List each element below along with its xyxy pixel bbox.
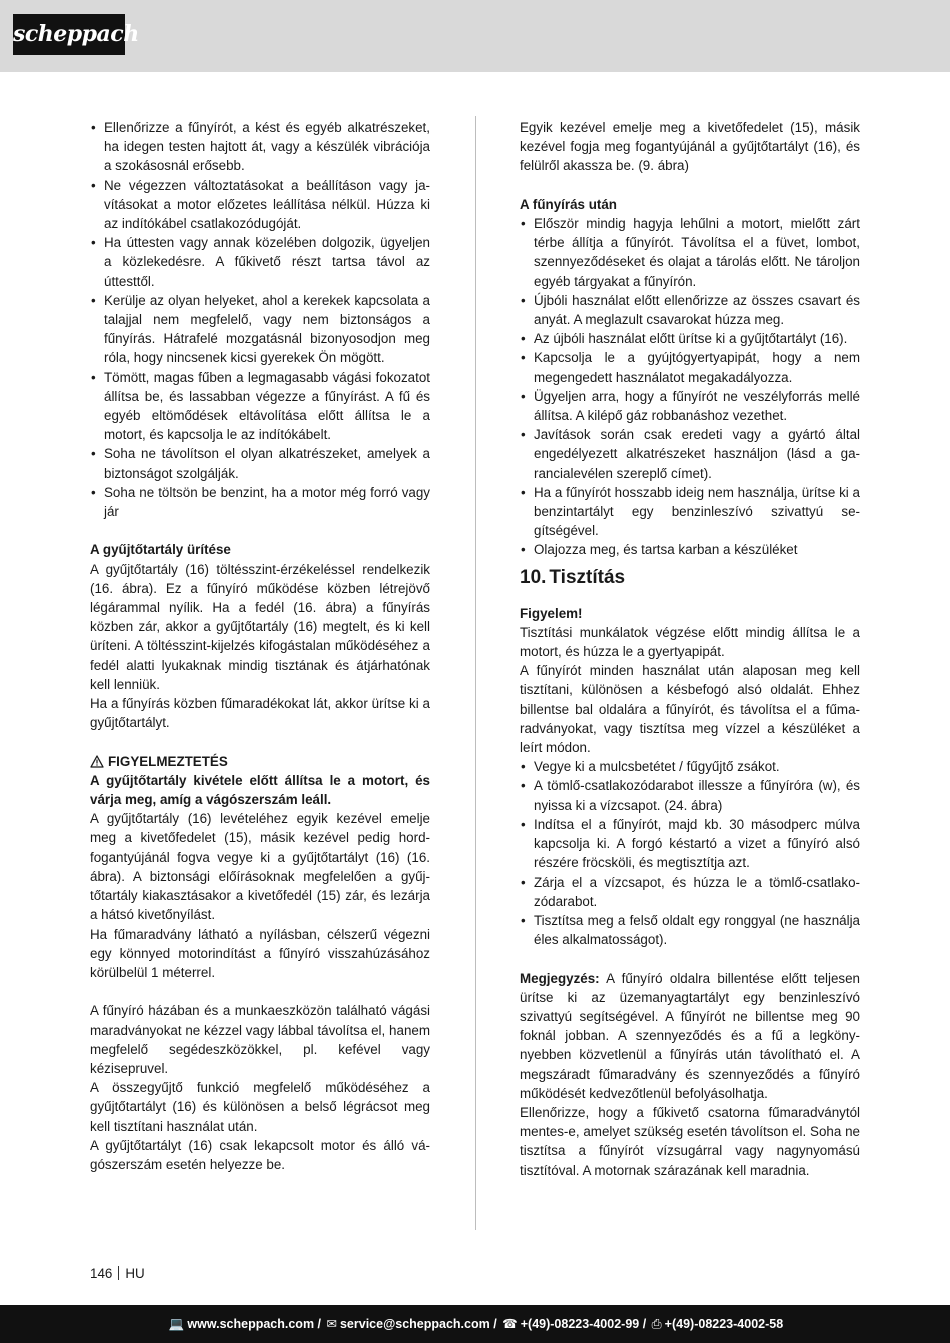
note-label: Megjegyzés: bbox=[520, 970, 600, 986]
attention-label: Figyelem! bbox=[520, 605, 583, 621]
after-mowing-heading: A fűnyírás után bbox=[520, 196, 617, 212]
paragraph: Ha fűmaradvány látható a nyílásban, célszerű végezni egy könnyed motorindítást a fűnyíró visszahúzásához körülbelül 1 méterrel. bbox=[90, 926, 430, 980]
paragraph: Egyik kezével emelje meg a kivetőfedelet (15), másik kezével fogja meg fogantyújánál a gyűjtőtartályt (16), és felülről akassza be. (9. ábra) bbox=[520, 120, 860, 174]
footer-phone: +(49)-08223-4002-99 bbox=[520, 1317, 640, 1331]
warning-bold-text: A gyűjtőtartály kivétele előtt állítsa le a motort, és várja meg, amíg a vágószerszám leáll. bbox=[90, 772, 430, 808]
list-item: • Ha úttesten vagy annak közelében dolgozik, ügyeljen a közlekedésre. A fűkivető részt tartsa távol az úttesttől. bbox=[90, 233, 430, 291]
footer-fax: +(49)-08223-4002-58 bbox=[664, 1317, 784, 1331]
paragraph: A gyűjtőtartály (16) töltésszint-érzékeléssel rendelkezik (16. ábra). Ez a fűnyíró működése közben létrejövő légárammal nyílik. Ha a fedél (16. ábra) a fűnyírás közben zár, akkor a gyűjtőtartály (16) megtelt, és ki kell üríteni. A töltésszint-kijelzés kifogástalan működéséhez a fedél alatti lyukaknak mindig tisztának és átjárhatónak kell lenniük. bbox=[90, 561, 430, 692]
page-footer bbox=[0, 1305, 950, 1343]
section-heading-cleaning bbox=[520, 566, 860, 590]
page-number-value: 146 bbox=[90, 1266, 113, 1281]
column-divider bbox=[475, 116, 476, 1230]
list-item: • Először mindig hagyja lehűlni a motort, mielőtt zárt térbe állítja a fűnyírót. Távolítsa el a füvet, lombot, szennyeződéseket és olajat a tárolás előtt. Ne tároljon egyéb tárgyakat a fűnyírón. bbox=[520, 214, 860, 291]
list-item: • Tisztítsa meg a felső oldalt egy ronggyal (ne használja éles alkalmatosságot). bbox=[520, 911, 860, 949]
after-mowing-list bbox=[520, 214, 860, 560]
list-item: • Soha ne töltsön be benzint, ha a motor még forró vagy jár bbox=[90, 483, 430, 521]
scheppach-logo: scheppach bbox=[13, 14, 125, 55]
section-title: Tisztítás bbox=[549, 566, 626, 588]
page-number-separator bbox=[118, 1266, 119, 1280]
footer-website[interactable]: www.scheppach.com bbox=[187, 1317, 315, 1331]
phone-icon: ☎ bbox=[502, 1317, 518, 1331]
list-item: • Olajozza meg, és tartsa karban a készüléket bbox=[520, 540, 860, 559]
safety-bullet-list bbox=[90, 118, 430, 521]
footer-separator: / bbox=[314, 1317, 325, 1331]
paragraph: Ha a fűnyírás közben fűmaradékokat lát, akkor ürítse ki a gyűjtőtartályt. bbox=[90, 696, 430, 731]
paragraph: A gyűjtőtartályt (16) csak lekapcsolt motor és álló vágószerszám esetén helyezze be. bbox=[90, 1137, 430, 1172]
paragraph: Tisztítási munkálatok végzése előtt mindig állítsa le a motort, és húzza le a gyertyapipát. bbox=[520, 624, 860, 660]
list-item: • Kerülje az olyan helyeket, ahol a kerekek kapcsolata a talajjal nem megfelelő, vagy nem biztonságos a fűnyírás. Hátrafelé mozgatásnál bizonyosodjon meg róla, hogy nincsenek kicsi gyerekek Ön mögött. bbox=[90, 291, 430, 368]
paragraph: Ellenőrizze, hogy a fűkivető csatorna fűmaradványtól mentes-e, amelyet szükség esetén távolítson el. Soha ne tisztítsa a fűnyírót vízsugárral vagy nagynyomású tisztítóval. A motornak szárazának kell maradnia. bbox=[520, 1104, 860, 1178]
warning-heading bbox=[90, 752, 430, 771]
fax-icon: ⎙ bbox=[651, 1317, 662, 1331]
list-item: • Ha a fűnyírót hosszabb ideig nem használja, ürítse ki a benzintartályt egy benzinleszívó szivattyú segítségével. bbox=[520, 483, 860, 541]
list-item: • Zárja el a vízcsapot, és húzza le a tömlő-csatlakozódarabot. bbox=[520, 873, 860, 911]
list-item: • Vegye ki a mulcsbetétet / fűgyűjtő zsákot. bbox=[520, 757, 860, 776]
footer-separator: / bbox=[489, 1317, 501, 1331]
section-number: 10. bbox=[520, 566, 547, 588]
list-item: • A tömlő-csatlakozódarabot illessze a fűnyíróra (w), és nyissa ki a vízcsapot. (24. ábra) bbox=[520, 776, 860, 814]
paragraph: A összegyűjtő funkció megfelelő működéséhez a gyűjtőtartályt (16) és különösen a belső légrácsot meg kell tisztítani használat után. bbox=[90, 1080, 430, 1134]
left-column bbox=[90, 118, 430, 1174]
right-column bbox=[520, 118, 860, 1180]
page-header bbox=[0, 0, 950, 72]
footer-separator: / bbox=[639, 1317, 650, 1331]
note-paragraph bbox=[520, 969, 860, 1103]
footer-email[interactable]: service@scheppach.com bbox=[339, 1317, 490, 1331]
paragraph: A fűnyíró házában és a munkaeszközön található vágási maradványokat ne kézzel vagy lábbal távolítsa el, hanem megfelelő segédeszközökkel, pl. kefével vagy kézisepruvel. bbox=[90, 1003, 430, 1076]
warning-triangle-icon bbox=[90, 755, 104, 768]
list-item: • Javítások során csak eredeti vagy a gyártó által engedélyezett alkatrészeket használjon (lásd a garancialevélen szereplő címet). bbox=[520, 425, 860, 483]
list-item: • Az újbóli használat előtt ürítse ki a gyűjtőtartályt (16). bbox=[520, 329, 860, 348]
list-item: • Tömött, magas fűben a legmagasabb vágási fokozatot állítsa be, és lassabban végezze a fűnyírást. A fű és egyéb eltömődések eltávolítása előtt állítsa le a motort, és kapcsolja le az indítókábelt. bbox=[90, 368, 430, 445]
email-icon: ✉ bbox=[326, 1317, 337, 1331]
list-item: • Soha ne távolítson el olyan alkatrészeket, amelyek a biztonságot szolgálják. bbox=[90, 444, 430, 482]
computer-icon: 💻 bbox=[168, 1317, 185, 1331]
empty-container-heading: A gyűjtőtartály ürítése bbox=[90, 542, 231, 558]
list-item: • Ellenőrizze a fűnyírót, a kést és egyéb alkatrészeket, ha idegen testen hajtott át, vagy a készülék vibrációja a szokásosnál erősebb. bbox=[90, 118, 430, 176]
list-item: • Ne végezzen változtatásokat a beállításon vagy javításokat a motor előzetes leállítása nélkül. Húzza ki az indítókábel csatlakozódugóját. bbox=[90, 176, 430, 234]
cleaning-steps-list bbox=[520, 757, 860, 949]
list-item: • Újbóli használat előtt ellenőrizze az összes csavart és anyát. A meglazult csavarokat húzza meg. bbox=[520, 291, 860, 329]
list-item: • Kapcsolja le a gyújtógyertyapipát, hogy a nem megengedett használatot megakadályozza. bbox=[520, 348, 860, 386]
note-text: A fűnyíró oldalra billentése előtt teljesen ürítse ki az üzemanyagtartályt egy benzinleszívó szivattyú segítségével. A fűnyírót ne billentse meg 90 foknál jobban. A szennyeződés és a fű a legkönynyebben közvetlenül a fűnyírás után távolítható el. A megszáradt fűmaradvány és szennyeződés a fűnyíró működését kedvezőtlenül befolyásolhatja. bbox=[520, 970, 860, 1101]
paragraph: A fűnyírót minden használat után alaposan meg kell tisztítani, különösen a késbefogó alsó oldalát. Ehhez billentse bal oldalára a fűnyírót, és távolítsa el a fűmaradványokat, vagy tisztítsa meg vízzel a készüléket a leírt módon. bbox=[520, 663, 860, 756]
warning-title: FIGYELMEZTETÉS bbox=[108, 753, 228, 769]
page-number bbox=[90, 1265, 145, 1283]
paragraph: A gyűjtőtartály (16) levételéhez egyik kezével emelje meg a kivetőfedelet (15), másik kezével pedig hordfogantyújánál fogva vegye ki a gyűjtőtartályt (16) (16. ábra). A biztonsági előírásoknak megfelelően a gyűjtőtartály kiakasztásakor a kivetőfedél (15) zár, és lezárja a hátsó kivetőnyílást. bbox=[90, 811, 430, 923]
page-language: HU bbox=[125, 1266, 145, 1281]
list-item: • Indítsa el a fűnyírót, majd kb. 30 másodperc múlva kapcsolja ki. A forgó késtartó a vizet a fűnyíró alsó részére fröcsköli, és megtisztítja azt. bbox=[520, 815, 860, 873]
list-item: • Ügyeljen arra, hogy a fűnyírót ne veszélyforrás mellé állítsa. A kilépő gáz robbanáshoz vezethet. bbox=[520, 387, 860, 425]
